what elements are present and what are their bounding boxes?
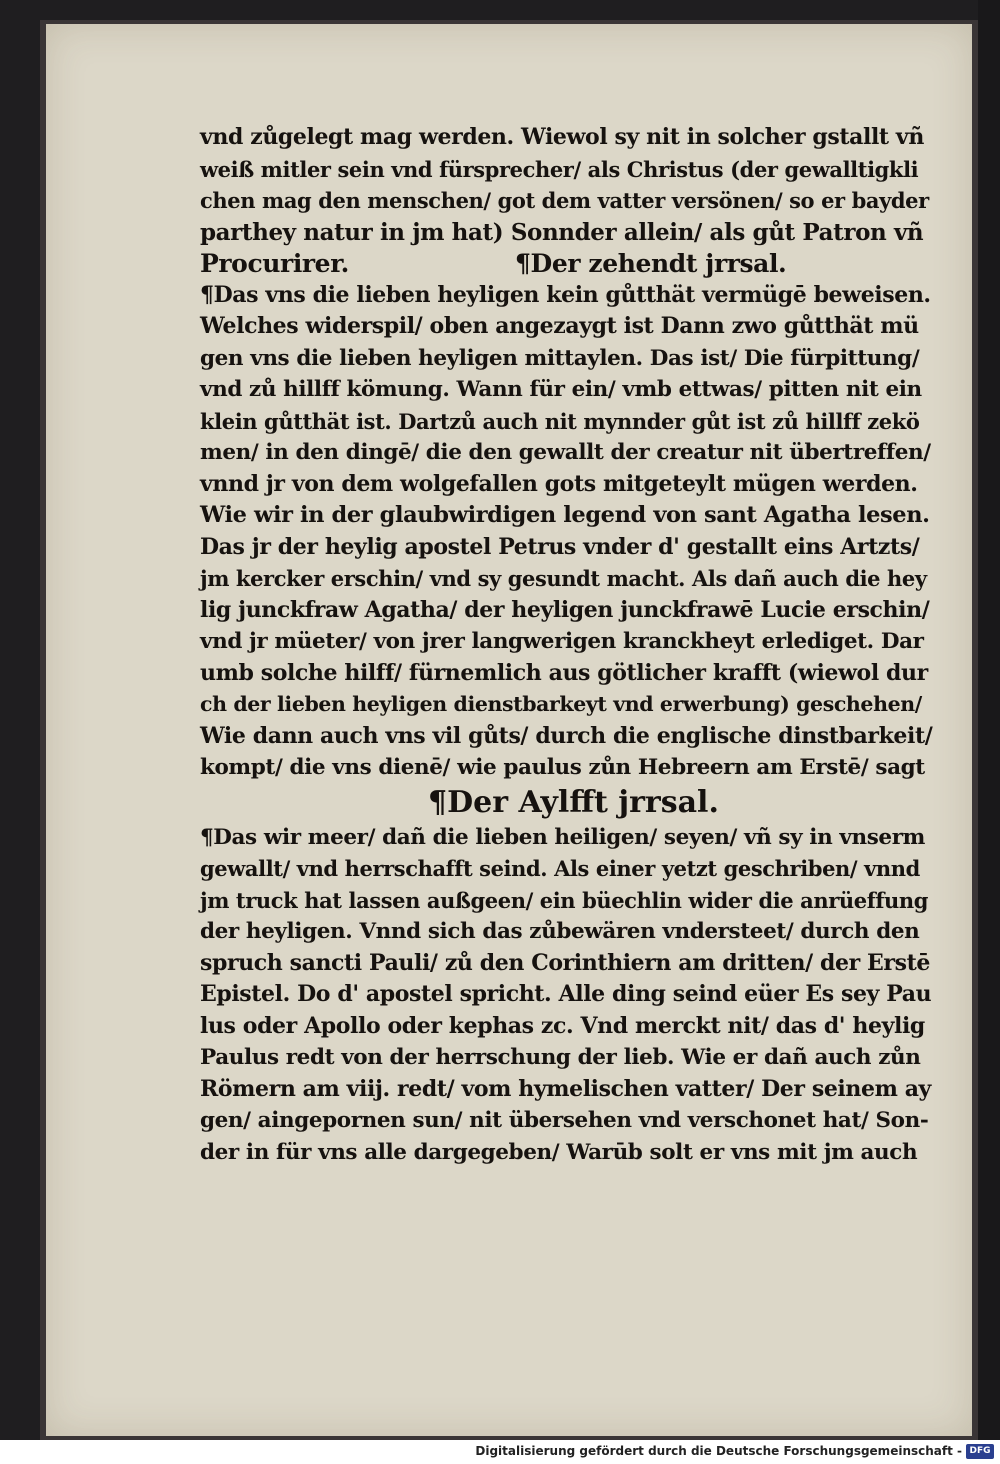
text-line: Römern am viij. redt/ vom hymelischen vatter/ Der seinem ay bbox=[200, 1075, 931, 1102]
text-line: weiß mitler sein vnd fürsprecher/ als Christus (der gewalltigkli bbox=[200, 156, 919, 182]
footer-credit: Digitalisierung gefördert durch die Deutsche Forschungsgemeinschaft - bbox=[475, 1444, 962, 1458]
text-line: Das jr der heylig apostel Petrus vnder d' gestallt eins Artzts/ bbox=[200, 533, 920, 560]
text-line: gen/ aingepornen sun/ nit übersehen vnd verschonet hat/ Son- bbox=[200, 1108, 929, 1133]
text-line: ch der lieben heyligen dienstbarkeyt vnd erwerbung) geschehen/ bbox=[200, 692, 922, 716]
text-line: vnd jr müeter/ von jrer langwerigen kranckheyt erlediget. Dar bbox=[200, 629, 924, 654]
text-line: kompt/ die vns dienē/ wie paulus zůn Hebreern am Erstē/ sagt bbox=[200, 755, 925, 780]
text-line: der heyligen. Vnnd sich das zůbewären vndersteet/ durch den bbox=[200, 919, 920, 944]
text-line: jm kercker erschin/ vnd sy gesundt macht. Als dañ auch die hey bbox=[200, 566, 927, 591]
text-line: ¶Das vns die lieben heyligen kein gůtthät vermügē beweisen. bbox=[200, 281, 931, 308]
text-line: spruch sancti Pauli/ zů den Corinthiern am dritten/ der Erstē bbox=[200, 949, 930, 976]
text-line: Paulus redt von der herrschung der lieb. Wie er dañ auch zůn bbox=[200, 1045, 921, 1070]
dfg-logo[interactable]: DFG bbox=[966, 1444, 994, 1459]
text-line: jm truck hat lassen außgeen/ ein büechlin wider die anrüeffung bbox=[200, 887, 929, 913]
text-line: parthey natur in jm hat) Sonnder allein/ als gůt Patron vñ bbox=[200, 218, 924, 246]
text-line: der in für vns alle dargegeben/ Warūb solt er vns mit jm auch bbox=[200, 1139, 918, 1165]
text-line: Welches widerspil/ oben angezaygt ist Dann zwo gůtthät mü bbox=[200, 313, 919, 339]
text-line: klein gůtthät ist. Dartzů auch nit mynnder gůt ist zů hillff zekö bbox=[200, 408, 920, 434]
text-line: ¶Das wir meer/ dañ die lieben heiligen/ seyen/ vñ sy in vnserm bbox=[200, 824, 925, 850]
page-edge bbox=[978, 0, 1000, 1440]
text-line: chen mag den menschen/ got dem vatter versönen/ so er bayder bbox=[200, 188, 929, 213]
footer-bar bbox=[0, 1440, 1000, 1464]
text-line: Epistel. Do d' apostel spricht. Alle ding seind eüer Es sey Pau bbox=[200, 981, 932, 1007]
text-line: lus oder Apollo oder kephas zc. Vnd merckt nit/ das d' heylig bbox=[200, 1012, 925, 1039]
text-line: vnd zů hillff kömung. Wann für ein/ vmb ettwas/ pitten nit ein bbox=[200, 377, 922, 402]
text-line: Wie dann auch vns vil gůts/ durch die englische dinstbarkeit/ bbox=[200, 722, 933, 749]
text-line: lig junckfraw Agatha/ der heyligen junckfrawē Lucie erschin/ bbox=[200, 596, 930, 623]
section-heading: ¶Der Aylfft jrrsal. bbox=[428, 784, 719, 820]
text-line: Procurirer. ¶Der zehendt jrrsal. bbox=[200, 249, 787, 278]
text-line: vnd zůgelegt mag werden. Wiewol sy nit in solcher gstallt vñ bbox=[200, 124, 924, 150]
text-line: vnnd jr von dem wolgefallen gots mitgeteylt mügen werden. bbox=[200, 470, 918, 497]
text-line: men/ in den dingē/ die den gewallt der creatur nit übertreffen/ bbox=[200, 440, 931, 465]
page-text-block bbox=[200, 122, 932, 1168]
text-line: Wie wir in der glaubwirdigen legend von sant Agatha lesen. bbox=[200, 502, 930, 528]
text-line: gewallt/ vnd herrschafft seind. Als einer yetzt geschriben/ vnnd bbox=[200, 856, 920, 881]
text-line: umb solche hilff/ fürnemlich aus götlicher krafft (wiewol dur bbox=[200, 659, 928, 686]
text-line: gen vns die lieben heyligen mittaylen. Das ist/ Die fürpittung/ bbox=[200, 345, 920, 371]
